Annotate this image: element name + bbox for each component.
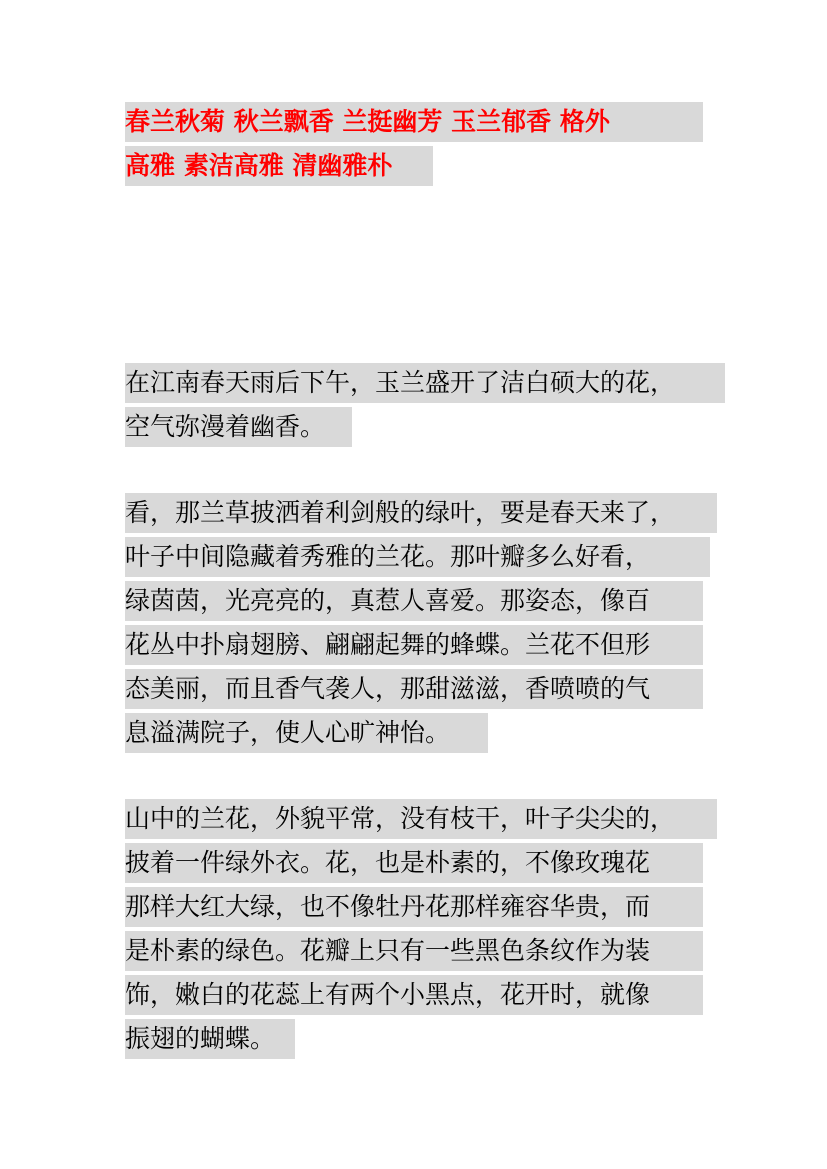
paragraph-2-line: 态美丽，而且香气袭人，那甜滋滋，香喷喷的气 <box>125 669 703 709</box>
paragraph-3-line: 那样大红大绿，也不像牡丹花那样雍容华贵，而 <box>125 887 703 927</box>
paragraph-1-line: 在江南春天雨后下午，玉兰盛开了洁白硕大的花， <box>125 363 725 403</box>
paragraph-2-line: 花丛中扑扇翅膀、翩翩起舞的蜂蝶。兰花不但形 <box>125 625 703 665</box>
paragraph-2-line: 绿茵茵，光亮亮的，真惹人喜爱。那姿态，像百 <box>125 581 703 621</box>
paragraph-3-line: 振翅的蝴蝶。 <box>125 1019 295 1059</box>
title-line: 春兰秋菊 秋兰飘香 兰挺幽芳 玉兰郁香 格外 <box>125 102 703 142</box>
paragraph-3-line: 是朴素的绿色。花瓣上只有一些黑色条纹作为装 <box>125 931 703 971</box>
paragraph-2-line: 息溢满院子，使人心旷神怡。 <box>125 713 488 753</box>
paragraph-1-line: 空气弥漫着幽香。 <box>125 407 352 447</box>
paragraph-2-line: 看，那兰草披洒着利剑般的绿叶，要是春天来了， <box>125 493 717 533</box>
paragraph-3-line: 披着一件绿外衣。花，也是朴素的，不像玫瑰花 <box>125 843 703 883</box>
title-line: 高雅 素洁高雅 清幽雅朴 <box>125 146 433 186</box>
paragraph-2-line: 叶子中间隐藏着秀雅的兰花。那叶瓣多么好看， <box>125 537 710 577</box>
paragraph-3-line: 饰，嫩白的花蕊上有两个小黑点，花开时，就像 <box>125 975 703 1015</box>
paragraph-3-line: 山中的兰花，外貌平常，没有枝干，叶子尖尖的， <box>125 799 717 839</box>
